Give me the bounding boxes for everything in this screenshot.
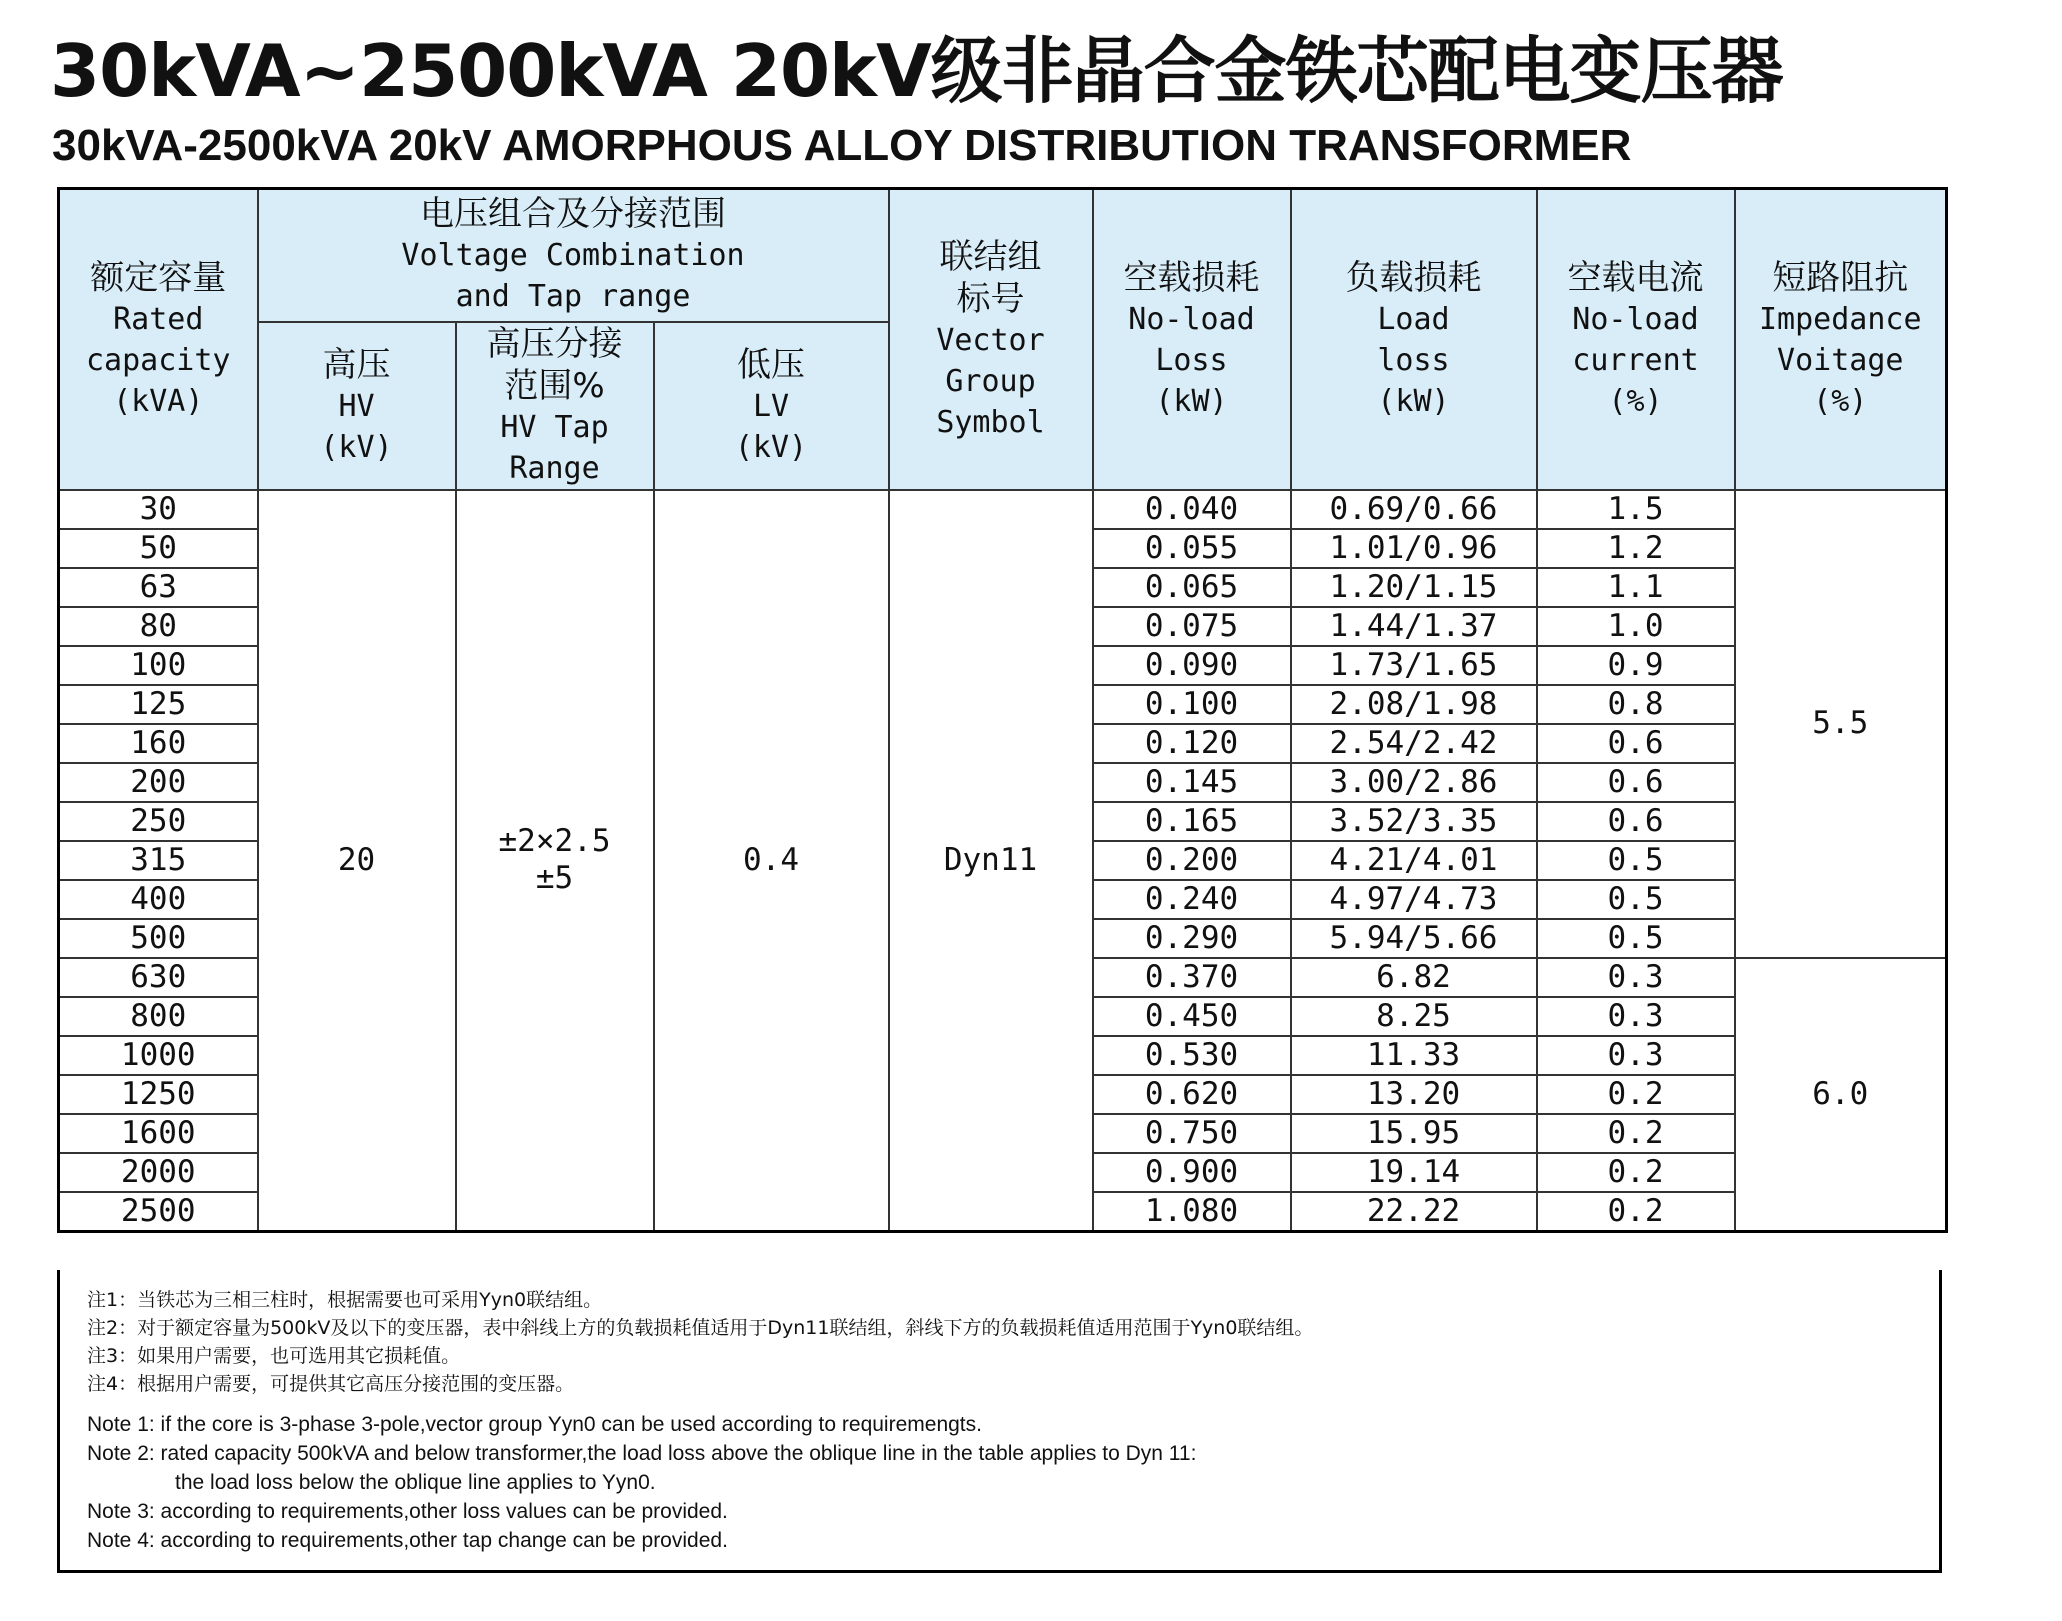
note-en-2: Note 2: rated capacity 500kVA and below transformer,the load loss above the oblique line in the table applies to Dyn 11: xyxy=(87,1442,1197,1465)
noload-current-cell: 1.1 xyxy=(1537,568,1735,607)
load-loss-cell: 19.14 xyxy=(1291,1153,1537,1192)
noload-current-cell: 0.2 xyxy=(1537,1153,1735,1192)
capacity-cell: 100 xyxy=(59,646,258,685)
header-hv-tap: 高压分接 范围% HV Tap Range xyxy=(456,322,654,490)
noload-current-cell: 0.9 xyxy=(1537,646,1735,685)
load-loss-cell: 8.25 xyxy=(1291,997,1537,1036)
noload-loss-cell: 1.080 xyxy=(1093,1192,1291,1232)
note-cn-4: 注4：根据用户需要，可提供其它高压分接范围的变压器。 xyxy=(87,1373,575,1395)
load-loss-cell: 13.20 xyxy=(1291,1075,1537,1114)
noload-loss-cell: 0.090 xyxy=(1093,646,1291,685)
note-en-4: Note 4: according to requirements,other tap change can be provided. xyxy=(87,1529,728,1552)
noload-loss-cell: 0.055 xyxy=(1093,529,1291,568)
noload-loss-cell: 0.200 xyxy=(1093,841,1291,880)
note-en-1: Note 1: if the core is 3-phase 3-pole,vector group Yyn0 can be used according to requiremengts. xyxy=(87,1413,982,1436)
hv-tap-value xyxy=(456,490,654,1232)
noload-loss-cell: 0.075 xyxy=(1093,607,1291,646)
noload-current-cell: 0.5 xyxy=(1537,919,1735,958)
capacity-cell: 1000 xyxy=(59,1036,258,1075)
impedance-value-low: 5.5 xyxy=(1735,490,1947,958)
noload-current-cell: 0.2 xyxy=(1537,1192,1735,1232)
capacity-cell: 1250 xyxy=(59,1075,258,1114)
capacity-cell: 315 xyxy=(59,841,258,880)
noload-current-cell: 0.5 xyxy=(1537,841,1735,880)
noload-current-cell: 0.6 xyxy=(1537,763,1735,802)
noload-loss-cell: 0.120 xyxy=(1093,724,1291,763)
header-rated-capacity: 额定容量 Rated capacity (kVA) xyxy=(59,189,258,490)
notes-cn xyxy=(87,1286,1313,1398)
capacity-cell: 2000 xyxy=(59,1153,258,1192)
load-loss-cell: 1.73/1.65 xyxy=(1291,646,1537,685)
noload-current-cell: 0.2 xyxy=(1537,1114,1735,1153)
load-loss-cell: 3.00/2.86 xyxy=(1291,763,1537,802)
note-cn-3: 注3：如果用户需要，也可选用其它损耗值。 xyxy=(87,1345,461,1367)
noload-loss-cell: 0.100 xyxy=(1093,685,1291,724)
load-loss-cell: 6.82 xyxy=(1291,958,1537,997)
noload-loss-cell: 0.450 xyxy=(1093,997,1291,1036)
header-noload-loss: 空载损耗 No-load Loss (kW) xyxy=(1093,189,1291,490)
capacity-cell: 50 xyxy=(59,529,258,568)
load-loss-cell: 0.69/0.66 xyxy=(1291,490,1537,529)
load-loss-cell: 3.52/3.35 xyxy=(1291,802,1537,841)
capacity-cell: 1600 xyxy=(59,1114,258,1153)
capacity-cell: 2500 xyxy=(59,1192,258,1232)
note-cn-2: 注2：对于额定容量为500kV及以下的变压器，表中斜线上方的负载损耗值适用于Dyn11联结组，斜线下方的负载损耗值适用范围于Yyn0联结组。 xyxy=(87,1317,1314,1339)
capacity-cell: 30 xyxy=(59,490,258,529)
capacity-cell: 125 xyxy=(59,685,258,724)
note-cn-1: 注1：当铁芯为三相三柱时，根据需要也可采用Yyn0联结组。 xyxy=(87,1289,603,1311)
load-loss-cell: 5.94/5.66 xyxy=(1291,919,1537,958)
noload-current-cell: 0.6 xyxy=(1537,802,1735,841)
load-loss-cell: 1.01/0.96 xyxy=(1291,529,1537,568)
hv-tap-line-2: ±5 xyxy=(535,860,574,896)
noload-loss-cell: 0.290 xyxy=(1093,919,1291,958)
noload-current-cell: 1.2 xyxy=(1537,529,1735,568)
noload-current-cell: 0.2 xyxy=(1537,1075,1735,1114)
noload-current-cell: 0.3 xyxy=(1537,958,1735,997)
lv-value: 0.4 xyxy=(654,490,889,1232)
capacity-cell: 500 xyxy=(59,919,258,958)
noload-loss-cell: 0.530 xyxy=(1093,1036,1291,1075)
capacity-cell: 800 xyxy=(59,997,258,1036)
noload-current-cell: 1.5 xyxy=(1537,490,1735,529)
header-impedance: 短路阻抗 Impedance Voitage (%) xyxy=(1735,189,1947,490)
page-subtitle: 30kVA-2500kVA 20kV AMORPHOUS ALLOY DISTRIBUTION TRANSFORMER xyxy=(52,121,1632,170)
header-voltage-combination: 电压组合及分接范围 Voltage Combination and Tap range xyxy=(258,189,889,322)
load-loss-cell: 1.20/1.15 xyxy=(1291,568,1537,607)
noload-loss-cell: 0.165 xyxy=(1093,802,1291,841)
notes-en xyxy=(87,1410,1196,1555)
page-title: 30kVA~2500kVA 20kV级非晶合金铁芯配电变压器 xyxy=(50,29,1783,113)
load-loss-cell: 1.44/1.37 xyxy=(1291,607,1537,646)
load-loss-cell: 22.22 xyxy=(1291,1192,1537,1232)
spec-table xyxy=(57,187,1948,1233)
noload-current-cell: 0.8 xyxy=(1537,685,1735,724)
noload-current-cell: 0.3 xyxy=(1537,997,1735,1036)
noload-loss-cell: 0.750 xyxy=(1093,1114,1291,1153)
header-lv: 低压 LV (kV) xyxy=(654,322,889,490)
load-loss-cell: 11.33 xyxy=(1291,1036,1537,1075)
note-en-3: Note 3: according to requirements,other loss values can be provided. xyxy=(87,1500,728,1523)
header-noload-current: 空载电流 No-load current (%) xyxy=(1537,189,1735,490)
notes-section xyxy=(57,1270,1942,1573)
capacity-cell: 80 xyxy=(59,607,258,646)
header-vector-group: 联结组 标号 Vector Group Symbol xyxy=(889,189,1093,490)
load-loss-cell: 2.08/1.98 xyxy=(1291,685,1537,724)
impedance-value-high: 6.0 xyxy=(1735,958,1947,1232)
capacity-cell: 200 xyxy=(59,763,258,802)
noload-current-cell: 0.6 xyxy=(1537,724,1735,763)
hv-value: 20 xyxy=(258,490,456,1232)
noload-loss-cell: 0.620 xyxy=(1093,1075,1291,1114)
noload-loss-cell: 0.065 xyxy=(1093,568,1291,607)
noload-loss-cell: 0.240 xyxy=(1093,880,1291,919)
load-loss-cell: 4.21/4.01 xyxy=(1291,841,1537,880)
capacity-cell: 630 xyxy=(59,958,258,997)
hv-tap-line-1: ±2×2.5 xyxy=(498,823,611,859)
table-row xyxy=(59,490,1947,529)
header-hv: 高压 HV (kV) xyxy=(258,322,456,490)
noload-loss-cell: 0.370 xyxy=(1093,958,1291,997)
load-loss-cell: 15.95 xyxy=(1291,1114,1537,1153)
note-en-2-cont: the load loss below the oblique line applies to Yyn0. xyxy=(175,1471,656,1494)
noload-loss-cell: 0.900 xyxy=(1093,1153,1291,1192)
noload-loss-cell: 0.145 xyxy=(1093,763,1291,802)
capacity-cell: 160 xyxy=(59,724,258,763)
vector-group-value: Dyn11 xyxy=(889,490,1093,1232)
header-load-loss: 负载损耗 Load loss (kW) xyxy=(1291,189,1537,490)
capacity-cell: 63 xyxy=(59,568,258,607)
noload-current-cell: 0.3 xyxy=(1537,1036,1735,1075)
load-loss-cell: 4.97/4.73 xyxy=(1291,880,1537,919)
capacity-cell: 400 xyxy=(59,880,258,919)
noload-loss-cell: 0.040 xyxy=(1093,490,1291,529)
noload-current-cell: 1.0 xyxy=(1537,607,1735,646)
noload-current-cell: 0.5 xyxy=(1537,880,1735,919)
load-loss-cell: 2.54/2.42 xyxy=(1291,724,1537,763)
capacity-cell: 250 xyxy=(59,802,258,841)
